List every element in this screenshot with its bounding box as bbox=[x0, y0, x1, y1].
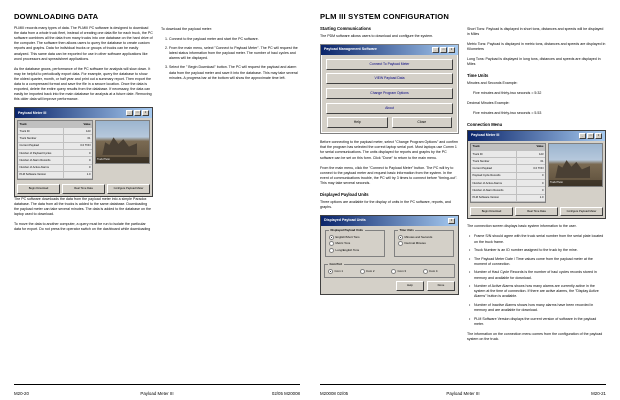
paragraph: Long Tons: Payload is displayed in long tons, distances and speeds are displayed in Miles bbox=[467, 57, 601, 67]
cell-value: 123 bbox=[63, 128, 92, 134]
radio-icon[interactable] bbox=[360, 269, 365, 274]
option-label: Metric Tons bbox=[335, 241, 351, 246]
screenshot-title: Payload Meter III bbox=[471, 133, 500, 138]
real-time-data-button[interactable]: Real Time Data bbox=[515, 207, 558, 216]
truck-photo bbox=[95, 120, 150, 164]
cell-label: Number of Active Alarms bbox=[472, 181, 502, 185]
radio-icon[interactable] bbox=[423, 269, 428, 274]
com-port-group bbox=[324, 264, 455, 278]
window-buttons bbox=[126, 110, 149, 117]
window-titlebar bbox=[321, 45, 458, 55]
option-com-2[interactable] bbox=[360, 269, 389, 274]
paragraph: The information on the connection menu comes from the configuration of the payload system on the truck. bbox=[467, 331, 603, 341]
window-buttons bbox=[432, 47, 455, 54]
payload-meter-screenshot bbox=[14, 107, 153, 196]
option-label: Minutes and Seconds bbox=[404, 234, 433, 239]
window-footer-buttons bbox=[327, 117, 452, 128]
cell-label: Number of Alarm Records bbox=[19, 158, 51, 162]
window-buttons bbox=[579, 133, 602, 140]
section-heading: Connection Menu bbox=[467, 122, 503, 128]
screenshot-title: Payload Meter III bbox=[18, 110, 47, 115]
cell-label: Truck ID bbox=[472, 152, 483, 156]
payload-management-software-window bbox=[320, 44, 459, 134]
col-header-value: Value bbox=[63, 121, 92, 127]
group-legend: Time Units bbox=[399, 228, 414, 233]
list-item: • Number of Active Alarms shows how many alarms are currently active in the system at the time of connection. If there are active alarms, the "Display Active Alarms" button is available. bbox=[474, 284, 606, 299]
table-row bbox=[18, 143, 92, 150]
paragraph: As the database grows, performance of the PC software for analysis will slow down. It may be helpful to periodically export data. For example, query the database to show the oldest quarter, month, or half year and print out a summary report. Then export the data to a compressed format and save the file in a secure location. Once the data is exported, delete the entire query results from the database. If necessary, the data can easily be imported back into the main database for analysis at a future date. Removing this older data will improve performance. bbox=[14, 66, 152, 102]
right-page bbox=[310, 0, 620, 400]
table-row bbox=[471, 151, 545, 158]
right-columns bbox=[320, 14, 606, 366]
option-label: Com 4 bbox=[429, 269, 438, 273]
cell-label: Truck Number bbox=[472, 159, 490, 163]
download-steps bbox=[161, 37, 300, 81]
cell-value: 1.0 bbox=[63, 172, 92, 178]
radio-icon[interactable] bbox=[328, 269, 333, 274]
screenshot-photo-pane bbox=[95, 120, 150, 180]
begin-download-button[interactable]: Begin Download bbox=[470, 207, 513, 216]
cell-label: Truck ID bbox=[19, 129, 30, 133]
option-label: Decimal Minutes bbox=[404, 241, 426, 246]
radio-icon[interactable] bbox=[329, 248, 334, 253]
paragraph: Five minutes and thirty-two seconds = 5:32 bbox=[473, 90, 542, 95]
paragraph: Short Tons: Payload is displayed in short tons, distances and speeds will be displayed in Miles bbox=[467, 27, 604, 37]
radio-icon[interactable] bbox=[398, 235, 403, 240]
cell-value: 01 bbox=[63, 135, 92, 141]
screenshot-grid-pane bbox=[17, 120, 93, 180]
option-label: Com 1 bbox=[334, 269, 344, 273]
time-units-group bbox=[394, 230, 454, 257]
option-com-3[interactable] bbox=[391, 269, 420, 274]
close-icon[interactable]: × bbox=[142, 110, 149, 117]
displayed-payload-units-window bbox=[320, 215, 459, 294]
photo-caption: Truck Photo bbox=[96, 157, 149, 163]
footer-title-right: Payload Meter III bbox=[446, 391, 480, 396]
col-header-value: Value bbox=[516, 144, 545, 150]
left-column-2 bbox=[161, 14, 300, 366]
close-icon[interactable]: × bbox=[448, 47, 455, 54]
help-button[interactable]: Help bbox=[327, 117, 388, 128]
footer-page-number-left: M20-20 bbox=[14, 391, 29, 396]
cell-value: 0.0 TON bbox=[516, 165, 545, 171]
screenshot-titlebar bbox=[468, 131, 605, 141]
cell-label: PLM Software Version bbox=[19, 173, 47, 177]
list-item: 2. From the main menu, select "Connect to Payload Meter". The PC will request the latest status information from the payload meter. The number of haul cycles and alarms will be displayed. bbox=[169, 46, 300, 61]
option-metric-tons[interactable] bbox=[329, 241, 381, 246]
right-column-2 bbox=[467, 14, 606, 366]
cell-label: Current Payload bbox=[19, 144, 39, 148]
radio-icon[interactable] bbox=[329, 241, 334, 246]
maximize-icon[interactable]: □ bbox=[134, 110, 141, 117]
cell-value: 123 bbox=[516, 151, 545, 157]
window-body bbox=[321, 55, 458, 133]
minimize-icon[interactable]: _ bbox=[579, 133, 586, 140]
units-panes bbox=[321, 226, 458, 261]
list-item: • Number of Haul Cycle Records is the number of haul cycles records stored in memory and available for download. bbox=[474, 270, 606, 280]
configure-payload-meter-button[interactable]: Configure Payload Meter bbox=[560, 207, 603, 216]
left-column-1 bbox=[14, 14, 153, 366]
screenshot-photo-pane bbox=[548, 143, 603, 203]
paragraph: Five minutes and thirty-two seconds = 5.53 bbox=[473, 110, 542, 115]
list-item: 1. Connect to the payload meter and start the PC software. bbox=[169, 37, 300, 42]
option-com-1[interactable] bbox=[328, 269, 357, 274]
table-row bbox=[471, 158, 545, 165]
footer-rule-right bbox=[320, 384, 606, 385]
table-row bbox=[18, 157, 92, 164]
maximize-icon[interactable]: □ bbox=[440, 47, 447, 54]
paragraph: The PDM software allows users to download and configure the system. bbox=[320, 34, 434, 39]
page-title-left: DOWNLOADING DATA bbox=[14, 12, 99, 21]
footer-rule-left bbox=[14, 384, 300, 385]
table-row bbox=[18, 150, 92, 157]
left-columns bbox=[14, 14, 300, 366]
option-label: Long/English Tons bbox=[335, 247, 360, 252]
page-title-right: PLM III SYSTEM CONFIGURATION bbox=[320, 12, 450, 21]
table-row bbox=[471, 173, 545, 180]
group-legend: Com Port bbox=[329, 262, 343, 267]
cell-label: Current Payload bbox=[472, 167, 492, 171]
cell-value: 1.0 bbox=[516, 195, 545, 201]
radio-icon[interactable] bbox=[398, 241, 403, 246]
change-program-options-button[interactable]: Change Program Options bbox=[326, 88, 453, 99]
close-button[interactable]: Close bbox=[392, 117, 453, 128]
truck-info-grid bbox=[17, 120, 93, 180]
table-row bbox=[471, 187, 545, 194]
window-title: Payload Management Software bbox=[324, 47, 377, 52]
list-item: • PLM Software Version displays the current version of software in the payload meter. bbox=[474, 317, 606, 327]
window-buttons bbox=[448, 218, 455, 225]
connection-menu-screenshot bbox=[467, 130, 606, 219]
section-heading: Time Units bbox=[467, 72, 489, 78]
paragraph: Decimal Minutes Example: bbox=[467, 100, 510, 105]
view-payload-data-button[interactable]: VIEW Payload Data bbox=[326, 73, 453, 84]
col-header-truck: Truck bbox=[19, 122, 27, 126]
cell-value: 0 bbox=[63, 150, 92, 156]
screenshot-button-bar bbox=[15, 182, 152, 195]
group-legend: Displayed Payload Units bbox=[330, 228, 363, 233]
maximize-icon[interactable]: □ bbox=[587, 133, 594, 140]
cell-value: 0 bbox=[63, 165, 92, 171]
paragraph: The PC software downloads the data from the payload meter into a simple Paradox database. The data from all the trucks is added to the same database. Downloading the payload meter can take several minutes. The data is added to the database on the laptop used to download. bbox=[14, 196, 151, 216]
cell-label: Number of Payload Cycles bbox=[19, 151, 52, 155]
screenshot-body bbox=[15, 118, 152, 182]
option-decimal-minutes[interactable] bbox=[398, 241, 450, 246]
cell-value: 0 bbox=[516, 187, 545, 193]
right-column-1 bbox=[320, 14, 459, 366]
about-button[interactable]: About bbox=[326, 103, 453, 114]
col-header-truck: Truck bbox=[472, 145, 480, 149]
list-item: • Number of Inactive Alarms shows how many alarms have been recorded in memory and are available for download. bbox=[474, 303, 606, 313]
cell-label: Number of Alarm Records bbox=[472, 188, 504, 192]
paragraph: Before connecting to the payload meter, select "Change Program Options" and confirm that the program has selected the correct laptop serial port. Most laptops use Comm 1 for serial communications. The units displayed for reports and graphs by the PC software can be set on this form. Click "Done" to return to the main menu. bbox=[320, 140, 458, 160]
screenshot-titlebar bbox=[15, 108, 152, 118]
paragraph: Metric Tons: Payload is displayed in metric tons, distances and speeds are displayed in Kilometers bbox=[467, 42, 606, 52]
cell-value: 0.0 TON bbox=[63, 143, 92, 149]
paragraph: To move the data to another computer, a query must be run to isolate the particular data for export. Do not press the operator switch on the dashboard while downloading bbox=[14, 222, 151, 232]
help-button[interactable]: Help bbox=[396, 281, 424, 290]
screenshot-button-bar bbox=[468, 205, 605, 218]
list-item: • Frame S/N should agree with the truck serial number from the serial plate located on the truck frame. bbox=[474, 234, 606, 244]
truck-photo bbox=[548, 143, 603, 187]
paragraph: From the main menu, click the "Connect to Payload Meter" button. The PC will try to connect to the payload meter and request basic information from the system. In the event of communications trouble, the PC will try 3 times to connect before "timing-out". This may take several seconds. bbox=[320, 165, 458, 185]
configure-payload-meter-button[interactable]: Configure Payload Meter bbox=[107, 184, 150, 193]
option-english-short-tons[interactable] bbox=[329, 235, 381, 240]
list-item: 3. Select the " Begin Download" button. The PC will request the payload and alarm data from the payload meter and save it into the database. This may take several minutes. A progress bar at the bottom will show the approximate time left. bbox=[169, 65, 300, 80]
paragraph: Three options are available for the display of units in the PC software, reports, and graphs. bbox=[320, 200, 451, 210]
displayed-units-group bbox=[325, 230, 385, 257]
connection-info-grid bbox=[470, 143, 546, 203]
radio-icon[interactable] bbox=[329, 235, 334, 240]
minimize-icon[interactable]: _ bbox=[432, 47, 439, 54]
cell-value: 0 bbox=[516, 180, 545, 186]
section-heading: Starting Communications bbox=[320, 26, 371, 32]
connection-info-bullets bbox=[467, 234, 606, 326]
cell-value: 01 bbox=[516, 158, 545, 164]
done-button[interactable]: Done bbox=[427, 281, 455, 290]
footer-page-number-right: M20-21 bbox=[591, 391, 606, 396]
units-window-buttons bbox=[321, 281, 458, 293]
table-header bbox=[471, 144, 545, 151]
connect-to-payload-meter-button[interactable]: Connect To Payload Meter bbox=[326, 59, 453, 70]
table-row bbox=[471, 180, 545, 187]
table-row bbox=[18, 165, 92, 172]
main-menu-buttons bbox=[327, 59, 452, 128]
table-row bbox=[18, 135, 92, 142]
close-icon[interactable]: × bbox=[595, 133, 602, 140]
option-label: English/Short Tons bbox=[335, 234, 360, 239]
com-port-options bbox=[328, 268, 451, 275]
cell-label: Payload Cycle Records bbox=[472, 174, 501, 178]
cell-value: 0 bbox=[63, 157, 92, 163]
table-row bbox=[471, 165, 545, 172]
list-item: • The Payload Meter Date / Time values come from the payload meter at the moment of connection. bbox=[474, 257, 606, 267]
list-item: • Truck Number is an ID number assigned to the truck by the mine. bbox=[474, 248, 606, 253]
paragraph: PLMIII records many types of data. The PLMIII PC software is designed to download the data from a whole truck fleet, instead of creating one data file for each truck, the PC software combines all the data from many trucks into one database on the hard drive of the computer. The software then allows users to query the database to create custom reports and graphs. Data for individual trucks or groups of trucks can be easily analyzed. This same data can be exported for use in other software applications like word processors and spreadsheet applications. bbox=[14, 26, 153, 61]
table-row bbox=[18, 172, 92, 179]
table-row bbox=[471, 195, 545, 202]
option-label: Com 3 bbox=[397, 269, 407, 273]
radio-icon[interactable] bbox=[391, 269, 396, 274]
screenshot-body bbox=[468, 141, 605, 205]
minimize-icon[interactable]: _ bbox=[126, 110, 133, 117]
cell-label: Truck Number bbox=[19, 137, 37, 141]
paragraph: Minutes and Seconds Example: bbox=[467, 80, 518, 85]
real-time-data-button[interactable]: Real Time Data bbox=[62, 184, 105, 193]
footer-doc-id-left: 02/05 M20008 bbox=[271, 391, 300, 396]
table-row bbox=[18, 128, 92, 135]
photo-caption: Truck Photo bbox=[549, 180, 602, 186]
option-minutes-and-seconds[interactable] bbox=[398, 235, 450, 240]
cell-label: PLM Software Version bbox=[472, 196, 500, 200]
begin-download-button[interactable]: Begin Download bbox=[17, 184, 60, 193]
table-header bbox=[18, 121, 92, 128]
option-com-4[interactable] bbox=[423, 269, 452, 274]
cell-value: 0 bbox=[516, 173, 545, 179]
cell-label: Number of Active Alarms bbox=[19, 166, 49, 170]
footer-title-left: Payload Meter III bbox=[140, 391, 174, 396]
option-label: Com 2 bbox=[366, 269, 375, 273]
window-title: Displayed Payload Units bbox=[324, 218, 366, 223]
window-titlebar bbox=[321, 216, 458, 226]
option-long-english-tons[interactable] bbox=[329, 248, 381, 253]
footer-doc-id-right: M20008 02/05 bbox=[320, 391, 349, 396]
paragraph: The connection screen displays basic system information to the user. bbox=[467, 224, 577, 229]
close-icon[interactable]: × bbox=[448, 218, 455, 225]
section-heading: Displayed Payload Units bbox=[320, 192, 369, 197]
paragraph: To download the payload meter: bbox=[161, 27, 212, 31]
screenshot-grid-pane bbox=[470, 143, 546, 203]
